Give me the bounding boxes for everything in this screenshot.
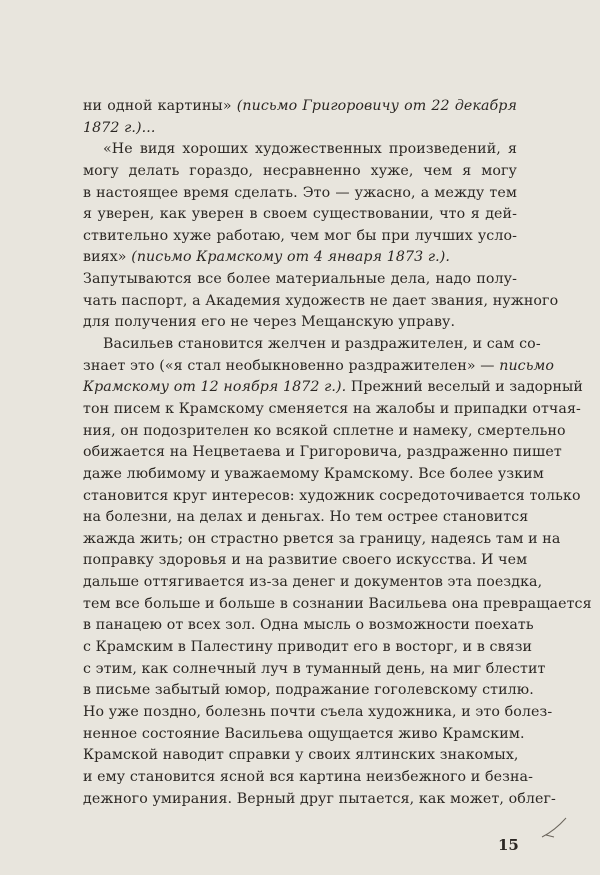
text-segment: с этим, как солнечный луч в туманный день, на миг блестит: [83, 660, 546, 677]
text-segment: обижается на Нецветаева и Григоровича, раздраженно пишет: [83, 444, 562, 461]
text-line: [83, 118, 517, 140]
text-segment: дальше оттягивается из-за денег и документов эта поездка,: [83, 574, 543, 591]
text-segment: на болезни, на делах и деньгах. Но тем острее становится: [83, 509, 529, 526]
text-line: [83, 291, 559, 313]
text-segment: тем все больше и больше в сознании Васильева она превращается: [83, 595, 592, 612]
pen-mark-icon: [540, 815, 570, 840]
text-line: [83, 356, 555, 378]
text-line: [83, 399, 581, 421]
text-line: [83, 183, 517, 205]
text-line: [83, 226, 517, 248]
text-segment: виях»: [83, 249, 132, 266]
text-segment: чать паспорт, а Академия художеств не дает звания, нужного: [83, 292, 559, 309]
text-line: [83, 594, 592, 616]
text-line: [83, 486, 581, 508]
italic-citation: Крамскому от 12 ноября 1872 г.).: [83, 379, 347, 396]
text-segment: «Не видя хороших художественных произведений, я: [103, 141, 517, 158]
italic-citation: (письмо Григоровичу от 22 декабря: [236, 98, 517, 114]
text-segment: Но уже поздно, болезнь почти съела художника, и это болез-: [83, 703, 553, 720]
text-line: [83, 139, 517, 161]
text-line: [83, 204, 517, 226]
text-line: [83, 702, 553, 724]
text-segment: даже любимому и уважаемому Крамскому. Все более узким: [83, 465, 544, 482]
text-line: [83, 680, 534, 702]
text-segment: Прежний веселый и задорный: [346, 379, 583, 396]
text-line: [83, 529, 561, 551]
italic-citation: 1872 г.)...: [83, 119, 156, 136]
text-line: [83, 724, 525, 746]
text-segment: в настоящее время сделать. Это — ужасно, а между тем: [83, 184, 517, 201]
text-segment: в письме забытый юмор, подражание гоголевскому стилю.: [83, 682, 534, 699]
text-segment: могу делать гораздо, несравненно хуже, чем я могу: [83, 162, 517, 179]
text-line: [83, 659, 546, 681]
text-line: [83, 247, 517, 269]
text-line: [83, 269, 517, 291]
text-segment: Крамской наводит справки у своих ялтинских знакомых,: [83, 747, 519, 764]
italic-citation: (письмо Крамскому от 4 января 1873 г.).: [131, 249, 450, 266]
text-line: [83, 377, 583, 399]
text-segment: и ему становится ясной вся картина неизбежного и безна-: [83, 768, 533, 785]
text-segment: для получения его не через Мещанскую управу.: [83, 314, 456, 331]
text-line: [83, 637, 533, 659]
text-line: [83, 767, 533, 789]
text-line: [83, 161, 517, 183]
page-number: 15: [498, 836, 519, 854]
text-segment: Васильев становится желчен и раздражителен, и сам со-: [103, 336, 541, 353]
italic-citation: письмо: [499, 357, 555, 374]
text-line: [83, 421, 566, 443]
text-segment: поправку здоровья и на развитие своего искусства. И чем: [83, 552, 528, 569]
text-segment: жажда жить; он страстно рвется за границу, надеясь там и на: [83, 530, 561, 547]
text-segment: ния, он подозрителен ко всякой сплетне и намеку, смертельно: [83, 422, 566, 439]
text-line: [83, 312, 517, 334]
text-segment: в панацею от всех зол. Одна мысль о возможности поехать: [83, 617, 534, 634]
text-segment: ненное состояние Васильева ощущается живо Крамским.: [83, 725, 525, 742]
text-line: [83, 745, 517, 767]
text-segment: дежного умирания. Верный друг пытается, как может, облег-: [83, 790, 556, 807]
text-line: [83, 789, 556, 811]
text-line: [83, 96, 517, 118]
text-segment: становится круг интересов: художник сосредоточивается только: [83, 487, 581, 504]
text-line: [83, 572, 543, 594]
text-segment: знает это («я стал необыкновенно раздражителен» —: [83, 357, 500, 374]
text-line: [83, 334, 541, 356]
text-line: [83, 507, 529, 529]
body-text: [83, 96, 592, 810]
text-segment: ни одной картины»: [83, 98, 237, 114]
text-segment: Запутываются все более материальные дела, надо полу-: [83, 271, 517, 288]
text-segment: тон писем к Крамскому сменяется на жалобы и припадки отчая-: [83, 400, 581, 417]
text-line: [83, 464, 544, 486]
text-line: [83, 615, 534, 637]
text-line: [83, 442, 562, 464]
text-segment: с Крамским в Палестину приводит его в восторг, и в связи: [83, 639, 533, 656]
text-segment: я уверен, как уверен в своем существовании, что я дей-: [83, 206, 517, 223]
text-line: [83, 550, 528, 572]
text-segment: ствительно хуже работаю, чем мог бы при лучших усло-: [83, 227, 517, 244]
